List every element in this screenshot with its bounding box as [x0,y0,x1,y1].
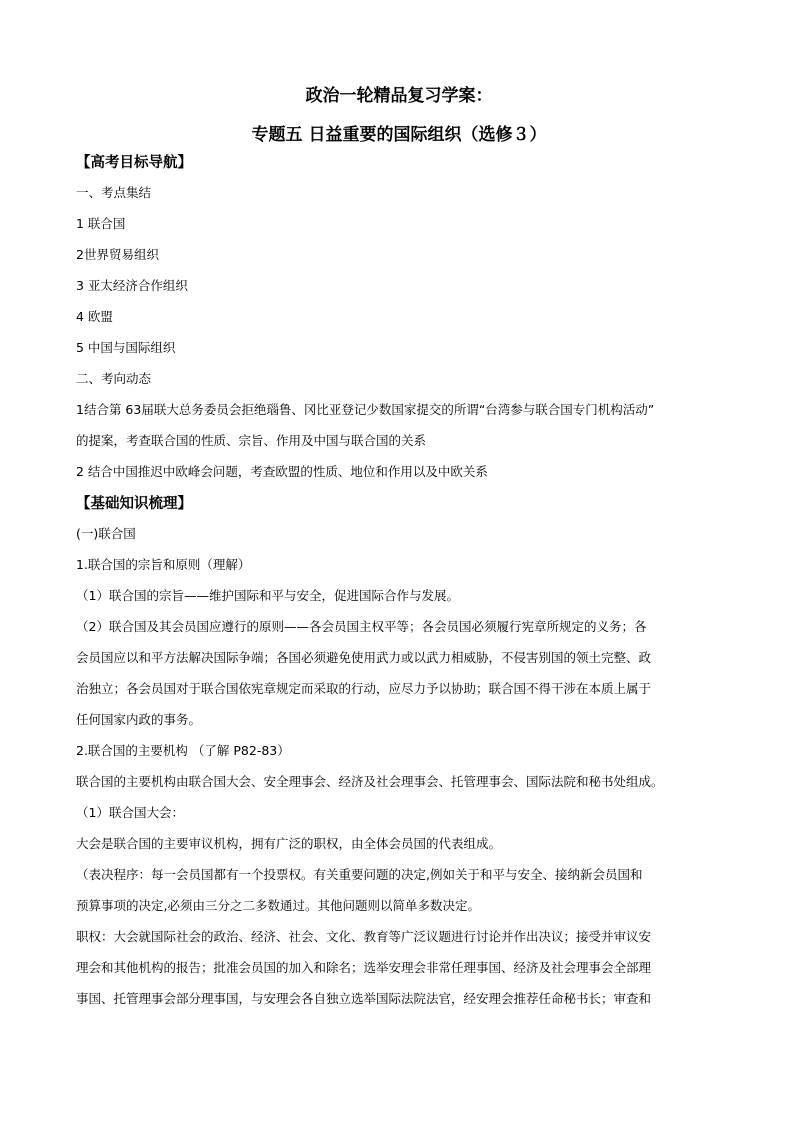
document-page [76,86,722,1021]
powers-paragraph [76,928,722,1008]
kaodian-item: 4 欧盟 [76,309,113,324]
paragraph-line: 的提案，考查联合国的性质、宗旨、作用及中国与联合国的关系 [76,433,427,448]
paragraph-line: 预算事项的决定,必须由三分之二多数通过。其他问题则以简单多数决定。 [76,898,480,913]
paragraph-line: （2）联合国及其会员国应遵行的原则——各会员国主权平等；各会员国必须履行宪章所规定的义务；各 [76,619,647,634]
paragraph-line: 治独立；各会员国对于联合国依宪章规定而采取的行动，应尽力予以协助；联合国不得干涉在本质上属于 [76,681,652,696]
paragraph-line: 职权：大会就国际社会的政治、经济、社会、文化、教育等广泛议题进行讨论并作出决议；接受并审议安 [76,929,652,944]
voting-paragraph [76,866,722,915]
paragraph-line: 任何国家内政的事务。 [76,712,202,727]
ga-text: 大会是联合国的主要审议机构，拥有广泛的职权，由全体会员国的代表组成。 [76,836,502,851]
organs-text: 联合国的主要机构由联合国大会、安全理事会、经济及社会理事会、托管理事会、国际法院和秘书处组成。 [76,774,664,789]
paragraph-line: 1结合第 63届联大总务委员会拒绝瑙鲁、冈比亚登记少数国家提交的所谓“台湾参与联合国专门机构活动” [76,402,655,417]
section-heading-basics: 【基础知识梳理】 [76,496,192,512]
document-title: 政治一轮精品复习学案： [305,86,493,106]
paragraph-line: （表决程序：每一会员国都有一个投票权。有关重要问题的决定,例如关于和平与安全、接纳新会员国和 [76,867,643,882]
paragraph-line: 会员国应以和平方法解决国际争端；各国必须避免使用武力或以武力相威胁，不侵害别国的领土完整、政 [76,650,652,665]
organs-heading: 2.联合国的主要机构 （了解 P82-83） [76,743,290,758]
kaoxiang-item-1 [76,401,722,450]
kaodian-item: 5 中国与国际组织 [76,340,176,355]
kaodian-item: 3 亚太经济合作组织 [76,278,188,293]
kaodian-item: 1 联合国 [76,216,126,231]
purpose-heading: 1.联合国的宗旨和原则（理解） [76,557,251,572]
ga-heading: （1）联合国大会： [76,805,184,820]
kaoxiang-item-2: 2 结合中国推迟中欧峰会问题，考查欧盟的性质、地位和作用以及中欧关系 [76,464,488,479]
principles-paragraph [76,618,722,729]
kaoxiang-heading: 二、考向动态 [76,371,152,386]
paragraph-line: 理会和其他机构的报告；批准会员国的加入和除名；选举安理会非常任理事国、经济及社会理事会全部理 [76,960,652,975]
un-heading: (一)联合国 [76,526,136,541]
section-heading-exam-guide: 【高考目标导航】 [76,155,192,171]
kaodian-item: 2世界贸易组织 [76,247,159,262]
purpose-text: （1）联合国的宗旨——维护国际和平与安全，促进国际合作与发展。 [76,588,459,603]
document-subtitle: 专题五 日益重要的国际组织（选修３） [251,125,547,145]
paragraph-line: 事国、托管理事会部分理事国，与安理会各自独立选举国际法院法官，经安理会推荐任命秘书长；审查和 [76,991,652,1006]
kaodian-heading: 一、考点集结 [76,185,152,200]
